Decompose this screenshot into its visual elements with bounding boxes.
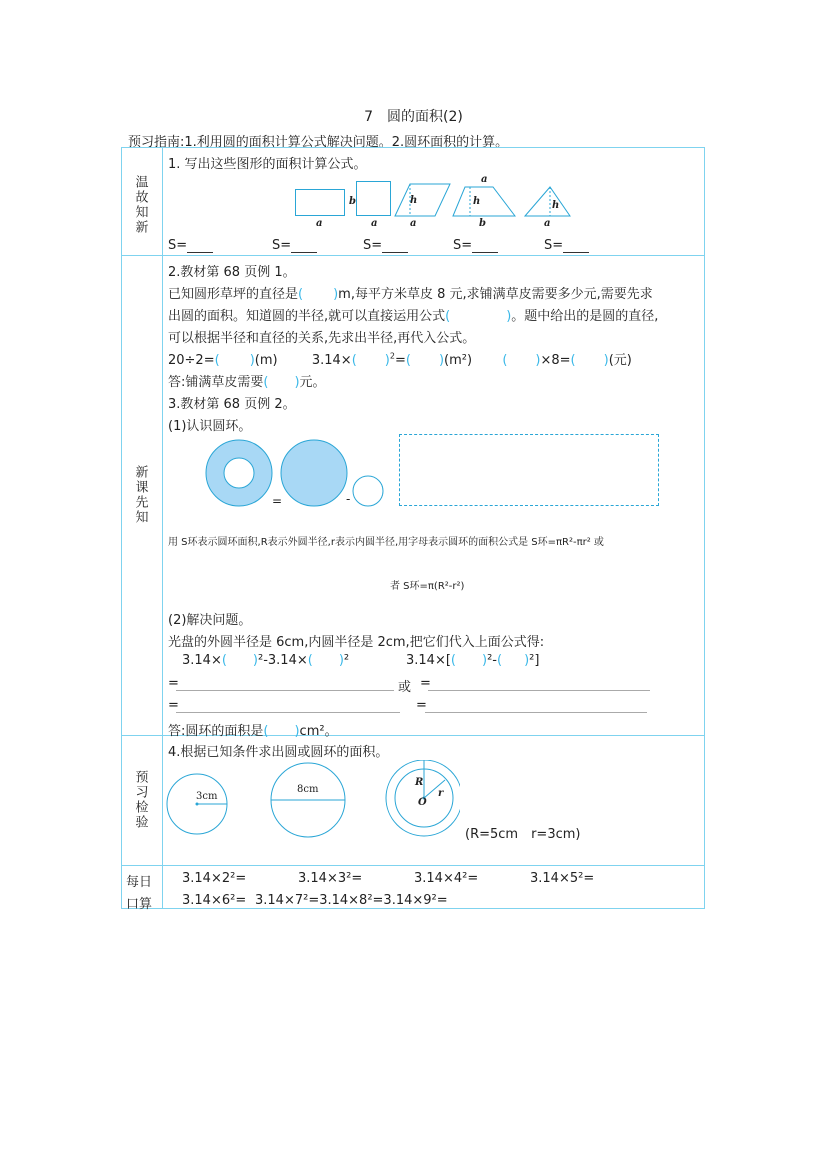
formula-blank-3[interactable]: S= — [363, 238, 408, 253]
study-guide: 预习指南:1.利用圆的面积计算公式解决问题。2.圆环面积的计算。 — [128, 135, 509, 150]
answer-line[interactable] — [428, 690, 650, 691]
shape-label: b — [479, 218, 486, 229]
daily-item: 3.14×6²= — [182, 893, 247, 908]
formula-blank-4[interactable]: S= — [453, 238, 498, 253]
shape-label: a — [544, 218, 551, 229]
or-label: 或 — [398, 680, 412, 695]
radius-label: 3cm — [196, 791, 218, 802]
check-circles — [160, 760, 460, 845]
center-label: O — [418, 797, 427, 808]
equals-sign: = — [272, 494, 283, 508]
answer-line[interactable] — [425, 712, 647, 713]
daily-item: 3.14×3²= — [298, 871, 363, 886]
shape-label: a — [410, 218, 417, 229]
example2-heading: 3.教材第 68 页例 2。 — [168, 397, 296, 412]
square-shape — [356, 181, 391, 216]
center-dot — [196, 803, 199, 806]
trapezoid-shape — [453, 187, 515, 216]
ring-formula-alt: 者 S环=π(R²-r²) — [390, 581, 465, 592]
triangle-shape — [525, 187, 570, 216]
review-question: 1. 写出这些图形的面积计算公式。 — [168, 157, 367, 172]
equals-sign: = — [420, 676, 431, 691]
daily-item: 3.14×7²=3.14×8²=3.14×9²= — [255, 893, 448, 908]
section-daily-label-2: 口算 — [126, 897, 153, 912]
example2-answer: 答:圆环的面积是( )cm²。 — [168, 724, 338, 739]
row-divider — [122, 255, 704, 256]
section-newlesson-label: 新课先知 — [132, 465, 148, 525]
disk-problem: 光盘的外圆半径是 6cm,内圆半径是 2cm,把它们代入上面公式得: — [168, 635, 545, 650]
example1-calc: 20÷2=( )(m) 3.14×( )$^2$=( )(m²) ( )×8=( )(元) — [168, 351, 632, 368]
formula-method-1: 3.14×( )²-3.14×( )² — [182, 653, 350, 668]
ring-conditions: (R=5cm r=3cm) — [465, 827, 581, 842]
section-check-label: 预习检验 — [132, 770, 148, 830]
daily-item: 3.14×4²= — [414, 871, 479, 886]
minus-sign: - — [346, 492, 351, 506]
inner-circle — [353, 476, 383, 506]
diameter-label: 8cm — [297, 784, 319, 795]
inner-radius-label: r — [438, 788, 444, 799]
ring-inner-hole — [224, 458, 254, 488]
parallelogram-shape — [395, 184, 450, 216]
example2-sub1: (1)认识圆环。 — [168, 419, 252, 434]
example2-sub2: (2)解决问题。 — [168, 613, 252, 628]
ring-diagram — [200, 438, 390, 513]
shape-label: h — [473, 196, 481, 207]
outer-radius-label: R — [415, 777, 424, 788]
equals-sign: = — [416, 698, 427, 713]
section-review-label: 温故知新 — [132, 175, 148, 235]
equals-sign: = — [168, 676, 179, 691]
shape-label: h — [410, 195, 418, 206]
outer-circle — [281, 440, 347, 506]
example1-heading: 2.教材第 68 页例 1。 — [168, 265, 296, 280]
page-title: 7 圆的面积(2) — [364, 109, 463, 125]
shape-label: a — [371, 218, 378, 229]
example1-answer: 答:铺满草皮需要( )元。 — [168, 375, 326, 390]
formula-blank-5[interactable]: S= — [544, 238, 589, 253]
row-divider — [122, 865, 704, 866]
formula-blank-1[interactable]: S= — [168, 238, 213, 253]
example1-line2: 出圆的面积。知道圆的半径,就可以直接运用公式( )。题中给出的是圆的直径, — [168, 309, 659, 324]
equals-sign: = — [168, 698, 179, 713]
answer-line[interactable] — [176, 712, 400, 713]
shape-label: a — [481, 174, 488, 185]
shape-label: b — [349, 196, 356, 207]
daily-item: 3.14×2²= — [182, 871, 247, 886]
rectangle-shape — [295, 189, 345, 216]
answer-box[interactable] — [399, 434, 659, 506]
shape-label: h — [552, 200, 560, 211]
section-daily-label-1: 每日 — [126, 875, 153, 890]
daily-item: 3.14×5²= — [530, 871, 595, 886]
answer-line[interactable] — [176, 690, 394, 691]
formula-blank-2[interactable]: S= — [272, 238, 317, 253]
check-heading: 4.根据已知条件求出圆或圆环的面积。 — [168, 745, 389, 760]
example1-line3: 可以根据半径和直径的关系,先求出半径,再代入公式。 — [168, 331, 476, 346]
shape-label: a — [316, 218, 323, 229]
example1-line1: 已知圆形草坪的直径是( )m,每平方米草皮 8 元,求铺满草皮需要多少元,需要先求 — [168, 287, 653, 302]
formula-method-2: 3.14×[( )²-( )²] — [406, 653, 540, 668]
ring-formula-description: 用 S环表示圆环面积,R表示外圆半径,r表示内圆半径,用字母表示圆环的面积公式是 S环=πR²-πr² 或 — [168, 537, 604, 548]
